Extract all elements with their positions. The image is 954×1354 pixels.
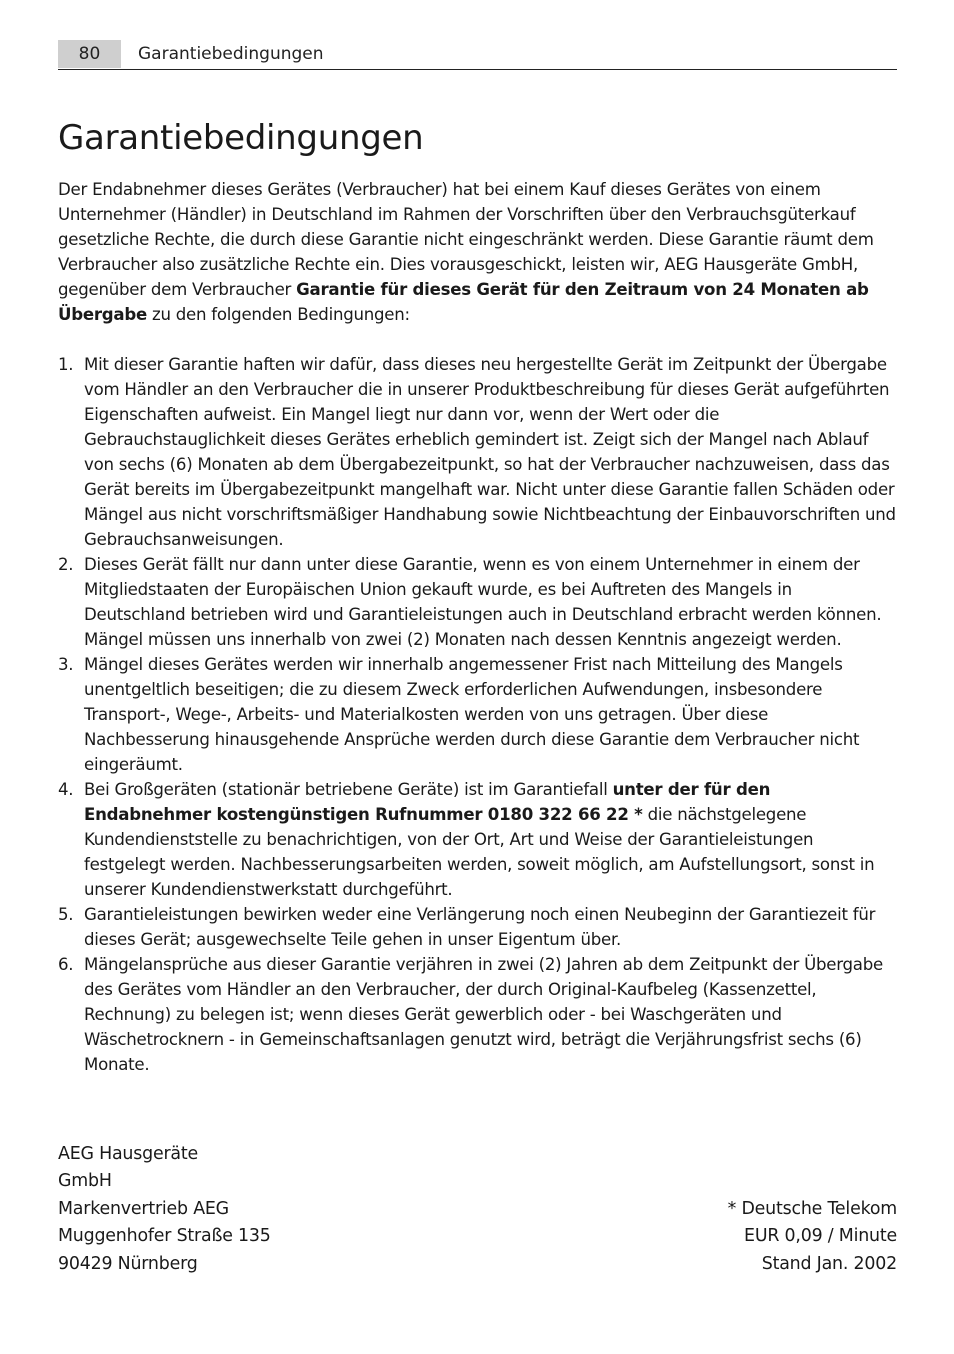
list-item-number: 4. bbox=[58, 780, 74, 799]
address-line: Muggenhofer Straße 135 bbox=[58, 1226, 271, 1247]
page-title: Garantiebedingungen bbox=[58, 118, 424, 158]
tariff-line: * Deutsche Telekom bbox=[727, 1199, 897, 1219]
list-item-text-end: die nächstgelegene Kundendienststelle zu benachrichtigen, von der Ort, Art und Weise der Garantieleistungen festgelegt werden. Nachbesserungsarbeiten werden, soweit möglich, am Aufstellungsort, sonst in unserer Kundendienstwerkstatt durchgeführt. bbox=[84, 805, 875, 899]
list-item bbox=[58, 552, 897, 652]
tariff-footnote bbox=[728, 1196, 897, 1278]
list-item-number: 3. bbox=[58, 655, 74, 674]
list-item-text: Dieses Gerät fällt nur dann unter diese Garantie, wenn es von einem Unternehmer in einem der Mitgliedstaaten der Europäischen Union gekauft wurde, es bei Auftreten des Mangels in Deutschland betrieben wird und Garantieleistungen auch in Deutschland erbracht werden können. Mängel müssen uns innerhalb von zwei (2) Monaten nach dessen Kenntnis angezeigt werden. bbox=[84, 555, 882, 649]
address-line: GmbH bbox=[58, 1171, 112, 1192]
tariff-line: Stand Jan. 2002 bbox=[761, 1253, 897, 1274]
address-line: AEG Hausgeräte bbox=[58, 1144, 198, 1164]
intro-text-end: zu den folgenden Bedingungen: bbox=[147, 305, 410, 324]
list-item-text: Mit dieser Garantie haften wir dafür, dass dieses neu hergestellte Gerät im Zeitpunkt der Übergabe vom Händler an den Verbraucher die in unserer Produktbeschreibung für dieses Gerät aufgeführten Eigenschaften aufweist. Ein Mangel liegt nur dann vor, wenn der Wert oder die Gebrauchstauglichkeit dieses Gerätes erheblich gemindert ist. Zeigt sich der Mangel nach Ablauf von sechs (6) Monaten ab dem Übergabezeitpunkt, so hat der Verbraucher nachzuweisen, dass das Gerät bereits im Übergabezeitpunkt mangelhaft war. Nicht unter diese Garantie fallen Schäden oder Mängel aus nicht vorschriftsmäßiger Handhabung sowie Nichtbeachtung der Einbauvorschriften und Gebrauchsanweisungen. bbox=[84, 355, 896, 549]
list-item-text: Mängel dieses Gerätes werden wir innerhalb angemessener Frist nach Mitteilung des Mangels unentgeltlich beseitigen; die zu diesem Zweck erforderlichen Aufwendungen, insbesondere Transport-, Wege-, Arbeits- und Materialkosten werden von uns getragen. Über diese Nachbesserung hinausgehende Ansprüche werden durch diese Garantie dem Verbraucher nicht eingeräumt. bbox=[84, 655, 860, 774]
list-item bbox=[58, 352, 897, 552]
page-header bbox=[58, 38, 897, 70]
list-item-number: 6. bbox=[58, 955, 74, 974]
address-line: Markenvertrieb AEG bbox=[58, 1198, 229, 1219]
list-item bbox=[58, 952, 897, 1077]
list-item-text: Bei Großgeräten (stationär betriebene Geräte) ist im Garantiefall bbox=[84, 780, 613, 799]
running-header-title: Garantiebedingungen bbox=[138, 44, 324, 64]
document-page bbox=[58, 0, 897, 1354]
list-item bbox=[58, 652, 897, 777]
list-item-number: 2. bbox=[58, 555, 74, 574]
intro-text: Der Endabnehmer dieses Gerätes (Verbraucher) hat bei einem Kauf dieses Gerätes von einem Unternehmer (Händler) in Deutschland im Rahmen der Vorschriften über den Verbrauchsgüterkauf gesetzliche Rechte, die durch diese Garantie nicht eingeschränkt werden. Diese Garantie räumt dem Verbraucher also zusätzliche Rechte ein. Dies vorausgeschickt, leisten wir, AEG Hausgeräte GmbH, gegenüber dem Verbraucher bbox=[58, 180, 874, 299]
intro-bold-text: Garantie für dieses Gerät für den Zeitraum von 24 Monaten ab Übergabe bbox=[58, 280, 869, 324]
list-item-number: 1. bbox=[58, 355, 74, 374]
hotline-bold-text: unter der für den Endabnehmer kostengünstigen Rufnummer 0180 322 66 22 * bbox=[84, 780, 771, 824]
address-line: 90429 Nürnberg bbox=[58, 1253, 198, 1274]
page-number: 80 bbox=[58, 40, 121, 68]
tariff-line: EUR 0,09 / Minute bbox=[744, 1226, 897, 1247]
company-address bbox=[58, 1141, 271, 1278]
header-divider bbox=[58, 69, 897, 70]
list-item bbox=[58, 777, 897, 902]
list-item-text: Mängelansprüche aus dieser Garantie verjähren in zwei (2) Jahren ab dem Zeitpunkt der Übergabe des Gerätes vom Händler an den Verbraucher, der durch Original-Kaufbeleg (Kassenzettel, Rechnung) zu belegen ist; wenn dieses Gerät gewerblich oder - bei Waschgeräten und Wäschetrocknern - in Gemeinschaftsanlagen genutzt wird, beträgt die Verjährungsfrist sechs (6) Monate. bbox=[84, 955, 883, 1074]
list-item bbox=[58, 902, 897, 952]
list-item-text: Garantieleistungen bewirken weder eine Verlängerung noch einen Neubeginn der Garantiezeit für dieses Gerät; ausgewechselte Teile gehen in unser Eigentum über. bbox=[84, 905, 876, 949]
list-item-number: 5. bbox=[58, 905, 74, 924]
warranty-body bbox=[58, 177, 897, 1077]
conditions-list bbox=[58, 352, 897, 1077]
intro-paragraph bbox=[58, 177, 897, 327]
